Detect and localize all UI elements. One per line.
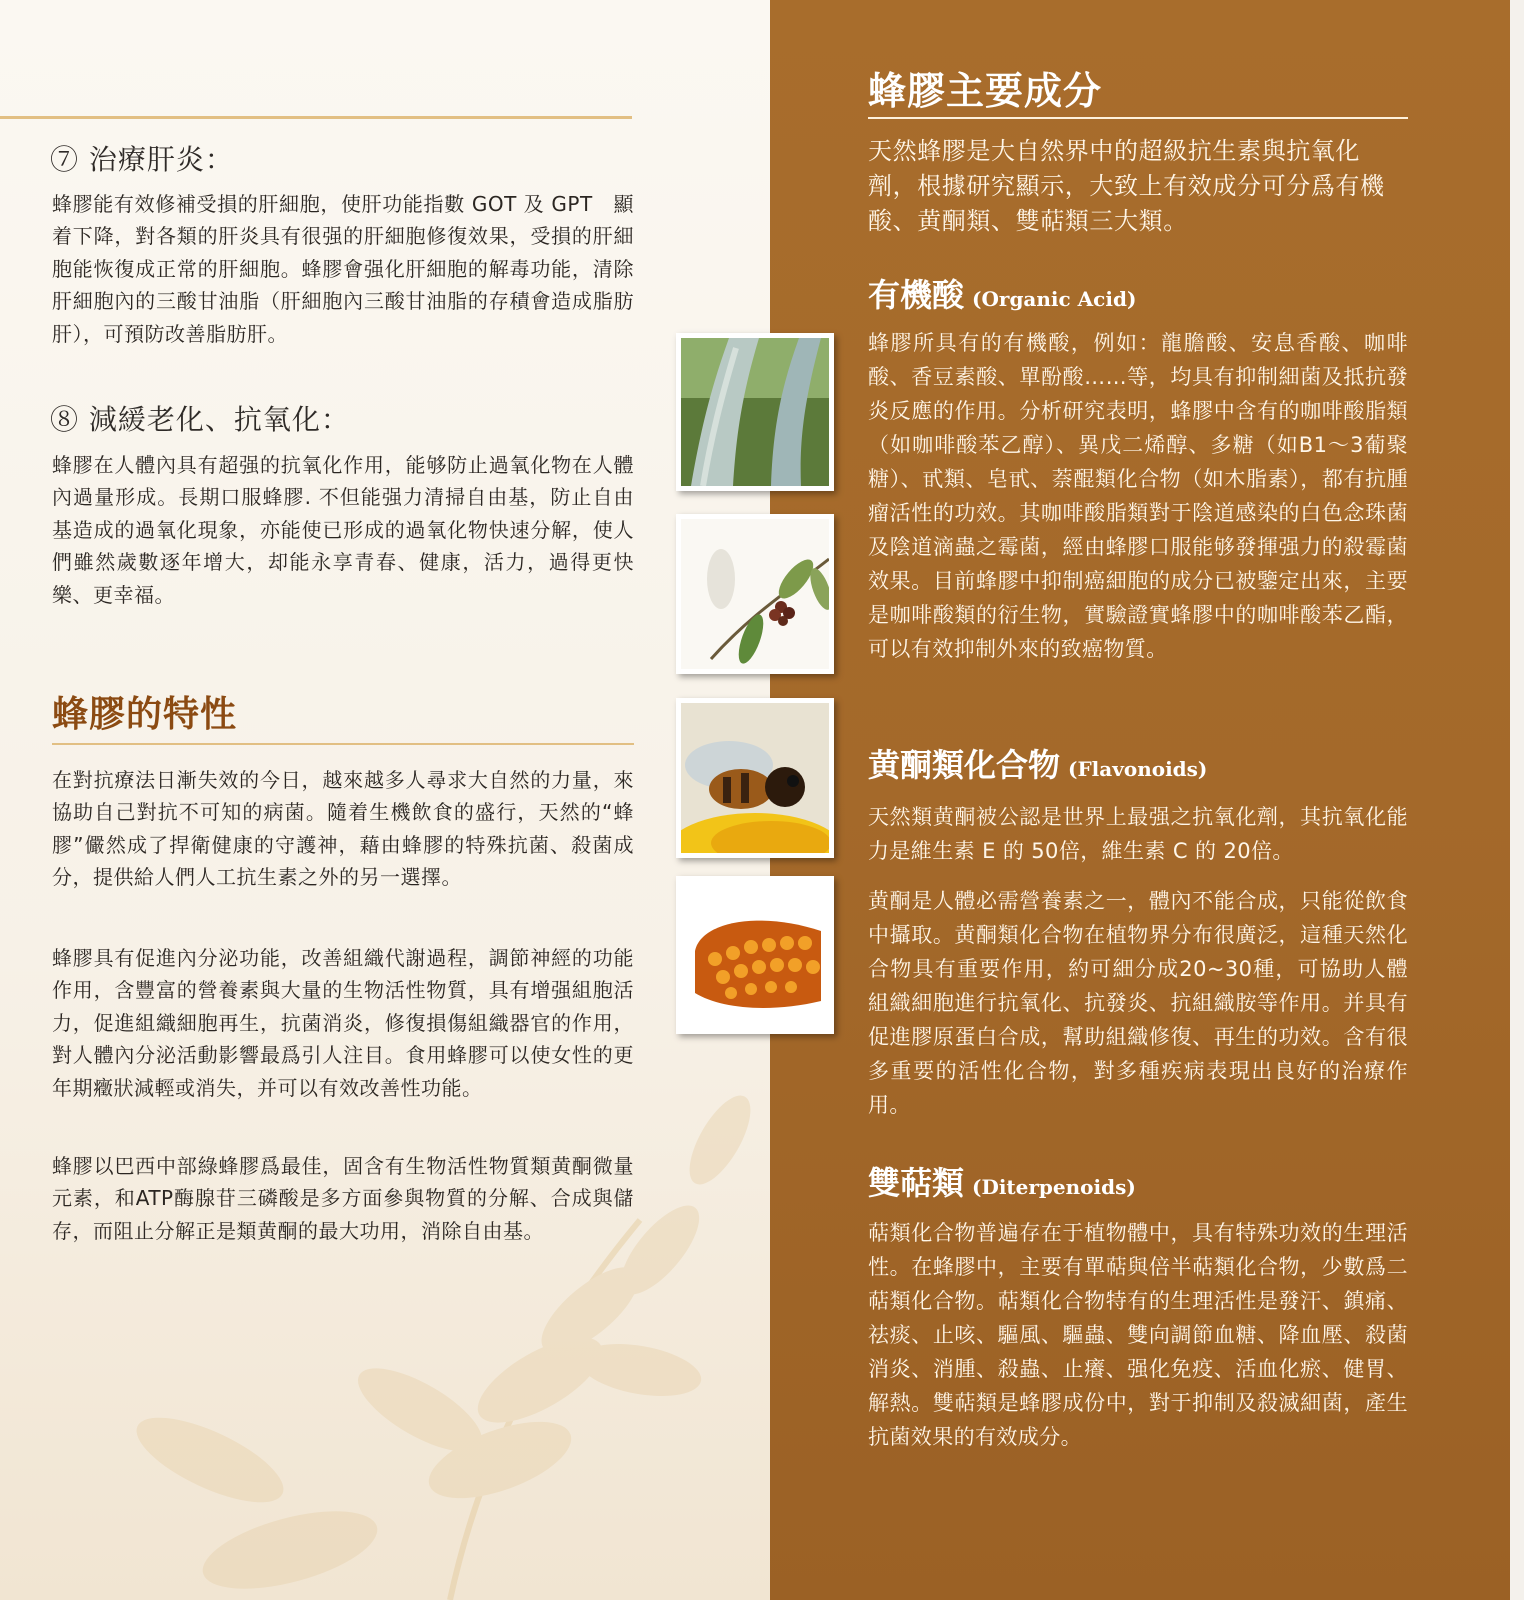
- organic-acid-heading-zh: 有機酸: [868, 276, 965, 314]
- composition-intro: 天然蜂膠是大自然界中的超級抗生素與抗氧化劑，根據研究顯示，大致上有效成分可分爲有機酸、黄酮類、雙萜類三大類。: [868, 137, 1385, 235]
- top-divider: [0, 116, 632, 119]
- section-heading-liver: ⑦ 治療肝炎：: [50, 143, 234, 176]
- diterpenoids-heading: [868, 1158, 1136, 1204]
- organic-acid-body: 蜂膠所具有的有機酸，例如：龍膽酸、安息香酸、咖啡酸、香豆素酸、單酚酸……等，均具有抑制細菌及抵抗發炎反應的作用。分析研究表明，蜂膠中含有的咖啡酸脂類（如咖啡酸苯乙醇）、異戊二烯醇、多糖（如B1～3葡聚糖）、甙類、皂甙、萘醌類化合物（如木脂素），都有抗腫瘤活性的功效。其咖啡酸脂類對于陰道感染的白色念珠菌及陰道滴蟲之霉菌，經由蜂膠口服能够發揮强力的殺霉菌效果。目前蜂膠中抑制癌細胞的成分已被鑒定出來，主要是咖啡酸類的衍生物，實驗證實蜂膠中的咖啡酸苯乙酯，可以有效抑制外來的致癌物質。: [868, 331, 1408, 661]
- flavonoids-paragraph-2: 黄酮是人體必需營養素之一，體內不能合成，只能從飲食中攝取。黄酮類化合物在植物界分布很廣泛，這種天然化合物具有重要作用，約可細分成20~30種，可協助人體組織細胞進行抗氧化、抗發炎、抗組織胺等作用。并具有促進膠原蛋白合成，幫助組織修復、再生的功效。含有很多重要的活性化合物，對多種疾病表現出良好的治療作用。: [868, 889, 1408, 1117]
- flavonoids-heading-en: (Flavonoids): [1068, 757, 1208, 781]
- traits-paragraph-2: 蜂膠具有促進內分泌功能，改善組織代謝過程，調節神經的功能作用，含豐富的營養素與大量的生物活性物質，具有增强組胞活力，促進組織細胞再生，抗菌消炎，修復損傷組織器官的作用，對人體內分泌活動影響最爲引人注目。食用蜂膠可以使女性的更年期癥狀減輕或消失，并可以有效改善性功能。: [52, 946, 634, 1100]
- flavonoids-paragraph-1: 天然類黄酮被公認是世界上最强之抗氧化劑，其抗氧化能力是維生素 E 的 50倍，維生素 C 的 20倍。: [868, 805, 1408, 863]
- diterpenoids-body: 萜類化合物普遍存在于植物體中，具有特殊功效的生理活性。在蜂膠中，主要有單萜與倍半萜類化合物，少數爲二萜類化合物。萜類化合物特有的生理活性是發汗、鎮痛、祛痰、止咳、驅風、驅蟲、雙向調節血糖、降血壓、殺菌消炎、消腫、殺蟲、止癢、强化免疫、活血化瘀、健胃、解熱。雙萜類是蜂膠成份中，對于抑制及殺滅細菌，產生抗菌效果的有效成分。: [868, 1221, 1408, 1449]
- traits-paragraph-1: 在對抗療法日漸失效的今日，越來越多人尋求大自然的力量，來協助自己對抗不可知的病菌。隨着生機飲食的盛行，天然的“蜂膠”儼然成了捍衛健康的守護神，藉由蜂膠的特殊抗菌、殺菌成分，提供給人們人工抗生素之外的另一選擇。: [52, 768, 634, 890]
- section-body-liver: 蜂膠能有效修補受損的肝細胞，使肝功能指數 GOT 及 GPT 顯着下降，對各類的肝炎具有很强的肝細胞修復效果，受損的肝細胞能恢復成正常的肝細胞。蜂膠會强化肝細胞的解毒功能，清除肝細胞內的三酸甘油脂（肝細胞內三酸甘油脂的存積會造成脂肪肝），可預防改善脂肪肝。: [52, 192, 634, 346]
- diterpenoids-heading-zh: 雙萜類: [868, 1164, 965, 1202]
- flavonoids-heading-zh: 黄酮類化合物: [868, 746, 1061, 784]
- composition-title: 蜂膠主要成分: [868, 68, 1103, 113]
- flavonoids-heading: [868, 740, 1207, 786]
- traits-paragraph-3: 蜂膠以巴西中部綠蜂膠爲最佳，固含有生物活性物質類黄酮微量元素，和ATP酶腺苷三磷酸是多方面參與物質的分解、合成與儲存，而阻止分解正是類黄酮的最大功用，消除自由基。: [52, 1154, 634, 1243]
- diterpenoids-heading-en: (Diterpenoids): [972, 1175, 1136, 1199]
- eucalyptus-trunk-photo: [676, 333, 834, 491]
- organic-acid-heading-en: (Organic Acid): [972, 287, 1137, 311]
- traits-divider: [52, 743, 634, 745]
- section-body-antiaging: 蜂膠在人體內具有超强的抗氧化作用，能够防止過氧化物在人體內過量形成。長期口服蜂膠. 不但能强力清掃自由基，防止自由基造成的過氧化現象，亦能使已形成的過氧化物快速分解，使人們雖然歲數逐年增大，却能永享青春、健康，活力，過得更快樂、更幸福。: [52, 453, 634, 607]
- honeycomb-photo: [676, 876, 834, 1034]
- organic-acid-heading: [868, 270, 1136, 316]
- eucalyptus-branch-photo: [676, 514, 834, 674]
- bee-on-flower-photo: [676, 698, 834, 858]
- section-heading-antiaging: ⑧ 減緩老化、抗氧化：: [50, 403, 350, 436]
- composition-divider: [868, 117, 1408, 119]
- traits-title: 蜂膠的特性: [52, 693, 238, 735]
- page-edge: [1510, 0, 1524, 1600]
